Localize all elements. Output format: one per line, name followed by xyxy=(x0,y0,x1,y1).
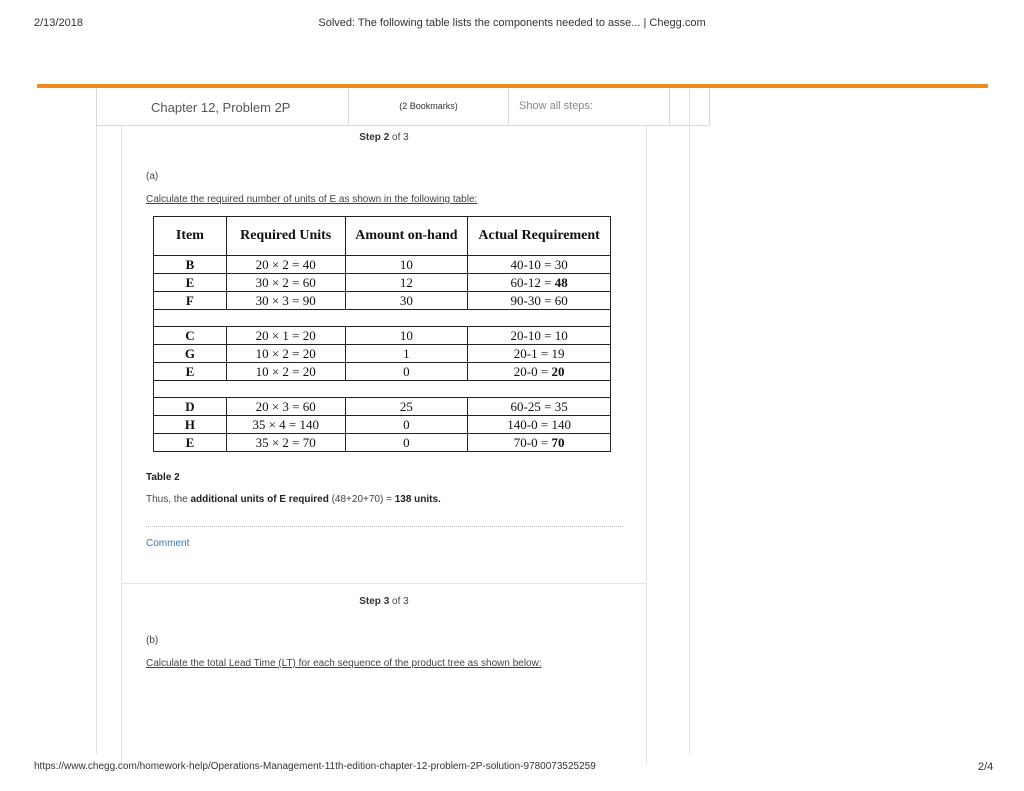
table-caption: Table 2 xyxy=(146,472,180,483)
cell-actual-requirement xyxy=(468,363,611,381)
requirements-table xyxy=(153,216,611,452)
print-page-number: 2/4 xyxy=(978,761,994,773)
cell-actual-requirement xyxy=(468,327,611,345)
bookmarks-button[interactable]: (2 Bookmarks) xyxy=(349,88,509,126)
print-url: https://www.chegg.com/homework-help/Operations-Management-11th-edition-chapter-12-problem-2P-solution-9780073525259 xyxy=(34,761,596,772)
cell-required-units: 20 × 3 = 60 xyxy=(226,398,345,416)
cell-amount-on-hand: 25 xyxy=(345,398,468,416)
cell-required-units: 10 × 2 = 20 xyxy=(226,363,345,381)
requirement-expression: 90-30 = 60 xyxy=(510,293,568,308)
print-page-title: Solved: The following table lists the components needed to asse... | Chegg.com xyxy=(318,17,706,29)
table-body xyxy=(154,256,611,452)
cell-amount-on-hand: 0 xyxy=(345,416,468,434)
cell-actual-requirement xyxy=(468,292,611,310)
table-row xyxy=(154,274,611,292)
requirement-expression: 20-0 = xyxy=(513,364,552,379)
cell-item: C xyxy=(154,327,227,345)
cell-amount-on-hand: 0 xyxy=(345,434,468,452)
cell-amount-on-hand: 10 xyxy=(345,256,468,274)
step-2-instruction: Calculate the required number of units of E as shown in the following table: xyxy=(146,194,478,205)
cell-amount-on-hand: 1 xyxy=(345,345,468,363)
cell-item: E xyxy=(154,274,227,292)
table-row xyxy=(154,345,611,363)
cell-amount-on-hand: 10 xyxy=(345,327,468,345)
cell-required-units: 35 × 4 = 140 xyxy=(226,416,345,434)
cell-actual-requirement xyxy=(468,345,611,363)
cell-item: E xyxy=(154,434,227,452)
dotted-divider xyxy=(146,526,623,527)
cell-amount-on-hand: 0 xyxy=(345,363,468,381)
content-border-left xyxy=(96,88,97,754)
header-required-units: Required Units xyxy=(226,217,345,256)
summary-middle: (48+20+70) = xyxy=(328,494,395,505)
cell-item: G xyxy=(154,345,227,363)
table-row xyxy=(154,292,611,310)
table-row xyxy=(154,398,611,416)
cell-required-units: 30 × 3 = 90 xyxy=(226,292,345,310)
step-3-card xyxy=(121,584,647,764)
requirement-result-bold: 20 xyxy=(551,364,565,379)
cell-item: F xyxy=(154,292,227,310)
spacer-cell xyxy=(154,310,611,327)
cell-required-units: 35 × 2 = 70 xyxy=(226,434,345,452)
table-row xyxy=(154,256,611,274)
summary-prefix: Thus, the xyxy=(146,494,191,505)
step-word: Step xyxy=(359,132,381,143)
cell-item: E xyxy=(154,363,227,381)
requirement-expression: 40-10 = 30 xyxy=(510,257,568,272)
part-a-label: (a) xyxy=(146,171,159,182)
cell-required-units: 20 × 2 = 40 xyxy=(226,256,345,274)
requirement-expression: 70-0 = xyxy=(513,435,552,450)
part-b-label: (b) xyxy=(146,635,159,646)
header-amount-on-hand: Amount on-hand xyxy=(345,217,468,256)
comment-link[interactable]: Comment xyxy=(146,538,190,549)
cell-actual-requirement xyxy=(468,256,611,274)
content-border-right xyxy=(689,88,690,754)
cell-actual-requirement xyxy=(468,398,611,416)
requirement-expression: 20-10 = 10 xyxy=(510,328,568,343)
step-3-instruction: Calculate the total Lead Time (LT) for each sequence of the product tree as shown below: xyxy=(146,658,542,669)
table-spacer-row xyxy=(154,381,611,398)
cell-actual-requirement xyxy=(468,274,611,292)
requirement-expression: 60-12 = xyxy=(510,275,555,290)
cell-actual-requirement xyxy=(468,416,611,434)
cell-required-units: 20 × 1 = 20 xyxy=(226,327,345,345)
cell-amount-on-hand: 12 xyxy=(345,274,468,292)
step-word: Step xyxy=(359,596,381,607)
table-row xyxy=(154,416,611,434)
cell-item: D xyxy=(154,398,227,416)
step-number: 3 xyxy=(383,596,390,607)
table-header-row xyxy=(154,217,611,256)
step-2-summary xyxy=(146,494,441,505)
print-date: 2/13/2018 xyxy=(34,17,83,29)
cell-required-units: 10 × 2 = 20 xyxy=(226,345,345,363)
cell-item: B xyxy=(154,256,227,274)
summary-bold: additional units of E required xyxy=(190,494,329,505)
requirement-result-bold: 70 xyxy=(551,435,565,450)
header-item: Item xyxy=(154,217,227,256)
step-of-total: of 3 xyxy=(392,132,409,143)
step-2-heading xyxy=(121,132,647,143)
requirement-expression: 20-1 = 19 xyxy=(513,346,565,361)
cell-item: H xyxy=(154,416,227,434)
step-of-total: of 3 xyxy=(392,596,409,607)
table-row xyxy=(154,327,611,345)
requirement-expression: 60-25 = 35 xyxy=(510,399,568,414)
summary-result: 138 units. xyxy=(394,494,441,505)
show-all-steps-toggle[interactable]: Show all steps: xyxy=(509,88,670,126)
cell-actual-requirement xyxy=(468,434,611,452)
cell-amount-on-hand: 30 xyxy=(345,292,468,310)
step-3-heading xyxy=(121,596,647,607)
requirement-result-bold: 48 xyxy=(554,275,568,290)
cell-required-units: 30 × 2 = 60 xyxy=(226,274,345,292)
table-row xyxy=(154,434,611,452)
header-actual-requirement: Actual Requirement xyxy=(468,217,611,256)
table-row xyxy=(154,363,611,381)
spacer-cell xyxy=(154,381,611,398)
requirement-expression: 140-0 = 140 xyxy=(507,417,571,432)
chapter-problem-tab[interactable]: Chapter 12, Problem 2P xyxy=(96,88,349,126)
table-spacer-row xyxy=(154,310,611,327)
step-number: 2 xyxy=(383,132,390,143)
